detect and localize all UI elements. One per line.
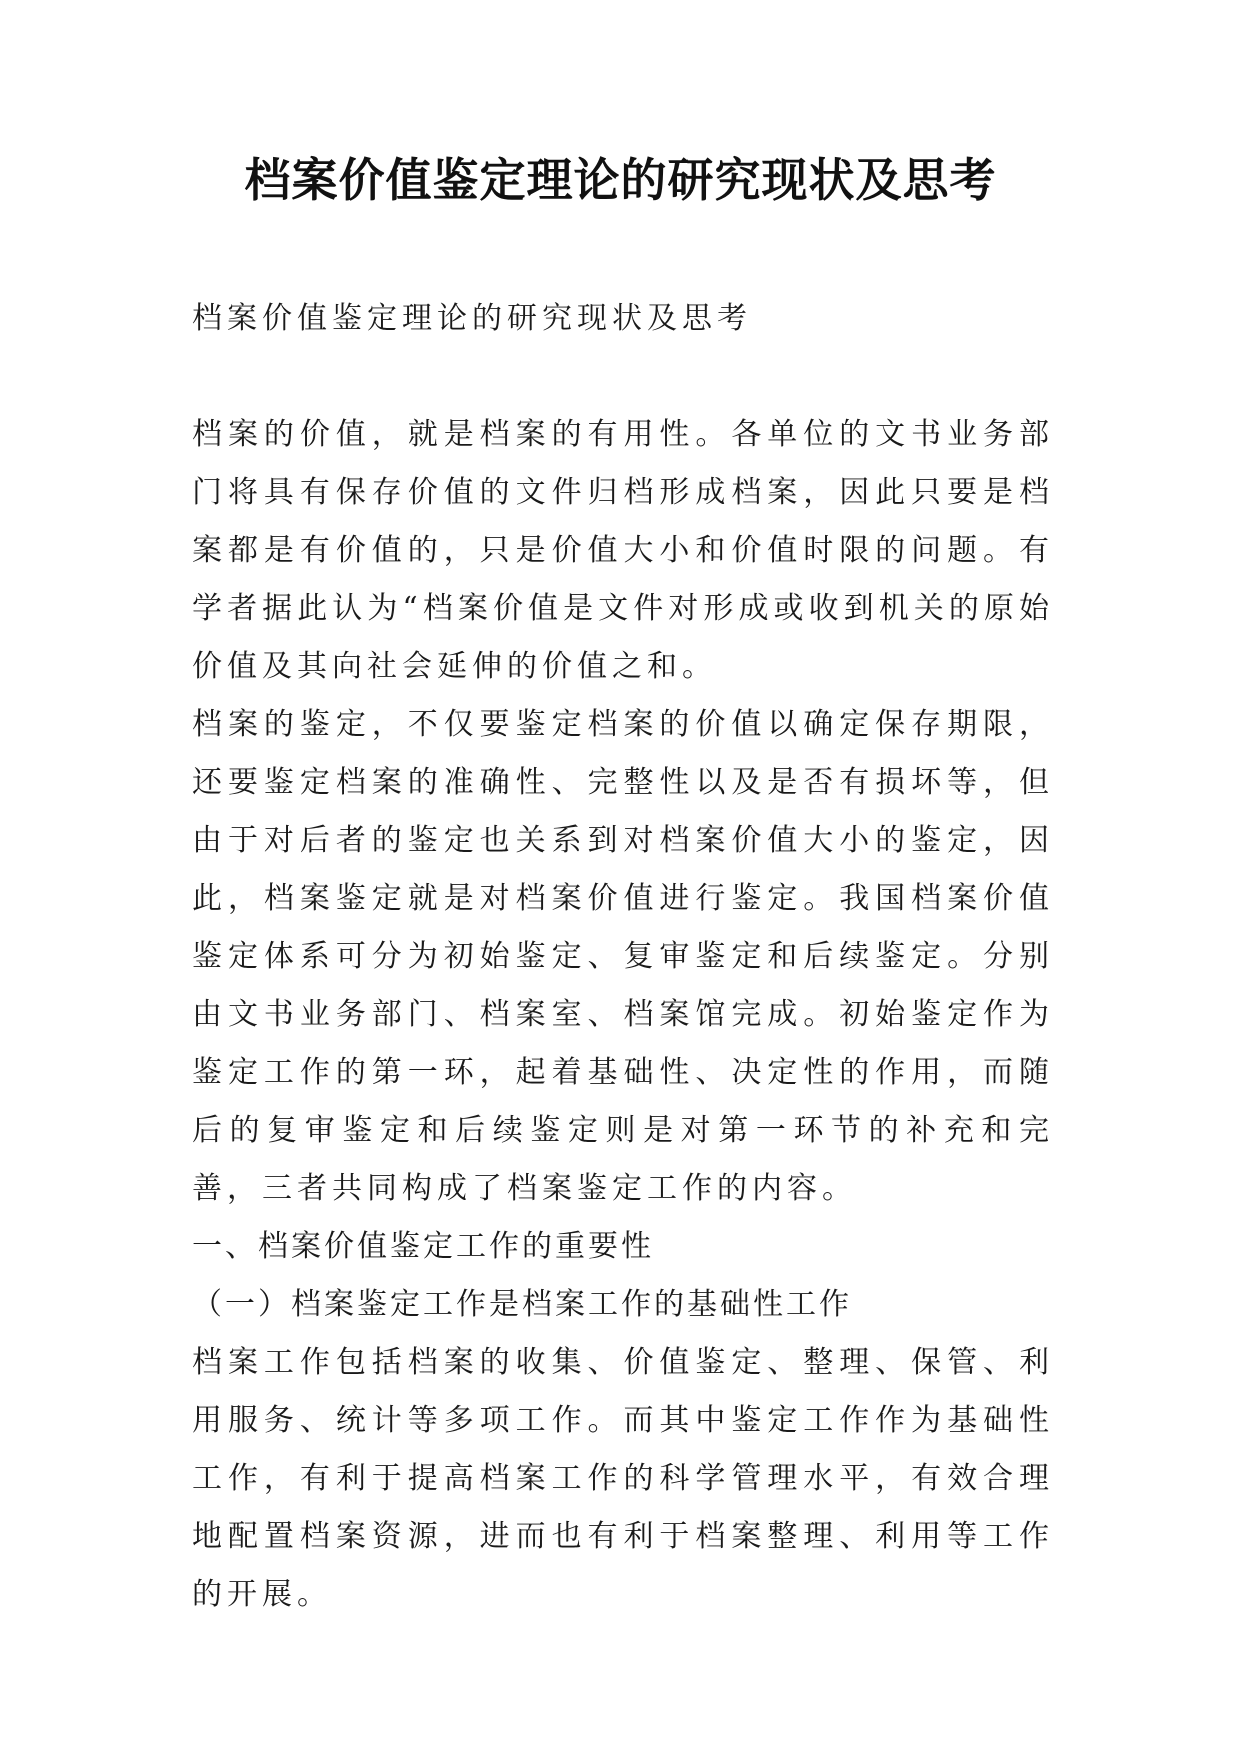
document-title: 档案价值鉴定理论的研究现状及思考 [244, 153, 997, 207]
section-heading: 一、档案价值鉴定工作的重要性 [192, 1229, 654, 1264]
paragraph-basic-work: 档案工作包括档案的收集、价值鉴定、整理、保管、利用服务、统计等多项工作。而其中鉴定工作作为基础性工作，有利于提高档案工作的科学管理水平，有效合理地配置档案资源，进而也有利于档案整理、利用等工作的开展。 [192, 1345, 1054, 1612]
paragraph-appraisal: 档案的鉴定，不仅要鉴定档案的价值以确定保存期限，还要鉴定档案的准确性、完整性以及是否有损坏等，但由于对后者的鉴定也关系到对档案价值大小的鉴定，因此，档案鉴定就是对档案价值进行鉴定。我国档案价值鉴定体系可分为初始鉴定、复审鉴定和后续鉴定。分别由文书业务部门、档案室、档案馆完成。初始鉴定作为鉴定工作的第一环，起着基础性、决定性的作用，而随后的复审鉴定和后续鉴定则是对第一环节的补充和完善，三者共同构成了档案鉴定工作的内容。 [192, 707, 1054, 1206]
subsection-heading: （一）档案鉴定工作是档案工作的基础性工作 [192, 1287, 852, 1322]
document-subtitle: 档案价值鉴定理论的研究现状及思考 [192, 301, 752, 336]
document-body [192, 290, 1054, 1624]
paragraph-value-definition: 档案的价值，就是档案的有用性。各单位的文书业务部门将具有保存价值的文件归档形成档案，因此只要是档案都是有价值的，只是价值大小和价值时限的问题。有学者据此认为“档案价值是文件对形成或收到机关的原始价值及其向社会延伸的价值之和。 [192, 417, 1054, 684]
